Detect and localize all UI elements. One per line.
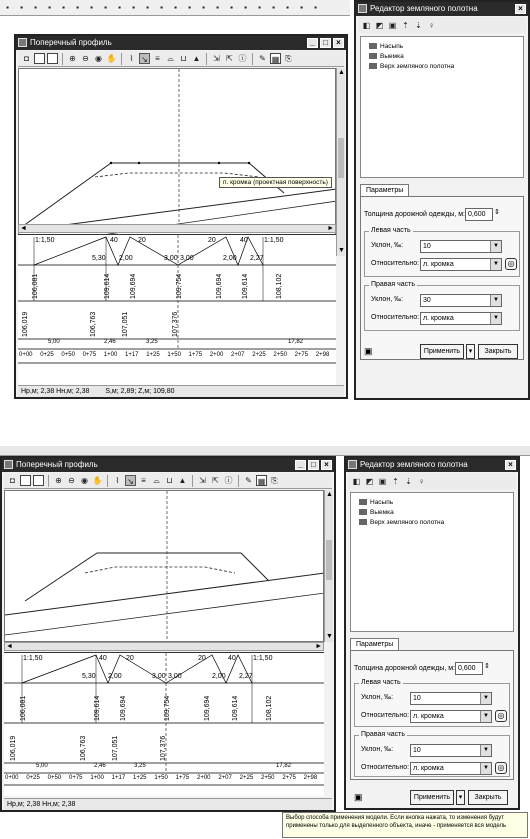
ground-mark: 106,763 [90, 311, 97, 337]
apply-button[interactable]: Применить [410, 790, 454, 805]
close-panel-button[interactable]: Закрыть [468, 790, 508, 805]
select-value: 30 [423, 297, 431, 304]
design-mark: 106,081 [20, 695, 27, 721]
tree-item-embankment[interactable] [369, 43, 403, 50]
pavement-label: Толщина дорожной одежды, м: [354, 665, 455, 672]
left-relative-select[interactable] [410, 710, 492, 723]
ground-mark: 106,019 [10, 735, 17, 761]
copy-icon[interactable]: ⎘ [271, 476, 278, 485]
station-label: 2+00 [197, 775, 211, 781]
station-label: 2+75 [294, 352, 309, 358]
slope-label: Уклон, ‰: [361, 746, 394, 753]
editor-panel [354, 0, 530, 400]
open-model-icon[interactable]: ◩ [365, 476, 374, 486]
minimize-button[interactable]: _ [307, 38, 318, 48]
design-mark: 109,614 [242, 273, 249, 299]
tree-item-subgrade-top[interactable] [369, 63, 454, 70]
chevron-down-icon[interactable]: ▼ [480, 711, 491, 722]
editor-window-icon [348, 460, 357, 469]
editor-close-button[interactable]: × [505, 460, 516, 470]
editor-panel-b [344, 456, 520, 810]
tool-icon[interactable]: ▪ [132, 3, 135, 12]
print-icon[interactable]: ◘ [10, 476, 15, 485]
save-model-icon[interactable]: ▣ [388, 20, 397, 30]
profile-table [4, 652, 324, 796]
status-bar [4, 798, 332, 810]
new-model-icon[interactable]: ◧ [362, 20, 371, 30]
tree-item-subgrade-top[interactable] [359, 519, 444, 526]
model-tree [360, 36, 524, 178]
tool-icon[interactable]: ▪ [104, 3, 107, 12]
slope-label: 20 [138, 237, 146, 244]
zoom-in-icon[interactable]: ⊕ [69, 54, 76, 63]
tool-icon[interactable]: ▪ [118, 3, 121, 12]
chevron-down-icon[interactable]: ▼ [480, 763, 491, 774]
cut-icon [369, 53, 377, 59]
terrain-icon[interactable]: ▲ [192, 54, 201, 63]
subgrade-icon [369, 63, 377, 69]
station-label: 0+25 [40, 352, 54, 358]
select-arrow-icon[interactable]: ↘ [139, 53, 150, 64]
station-label: 1+17 [111, 775, 126, 781]
table-icon[interactable]: ≡ [141, 476, 146, 485]
select-value: л. кромка [413, 765, 444, 772]
tool-icon[interactable]: ▪ [272, 3, 275, 12]
tool-icon[interactable]: ▪ [230, 3, 233, 12]
tool-icon[interactable]: ▪ [244, 3, 247, 12]
pick-point-icon[interactable]: ◎ [495, 710, 507, 722]
edit-points-icon[interactable]: ⌇ [129, 54, 134, 63]
status-heights: Hр,м; 2,38 Hн,м; 2,38 [21, 388, 90, 395]
select-value: л. кромка [423, 315, 454, 322]
parameters-pane [360, 196, 524, 360]
distance-label: 2,46 [104, 339, 116, 345]
apply-dropdown-button[interactable]: ▾ [456, 790, 465, 805]
tool-icon[interactable]: ▪ [314, 3, 317, 12]
pavement-label: Толщина дорожной одежды, м: [364, 211, 465, 218]
tree-item-cut[interactable] [359, 509, 394, 516]
tooltip: п. кромка (проектная поверхность) [219, 177, 332, 188]
chevron-down-icon[interactable]: ▼ [490, 259, 501, 270]
hint-tooltip: Выбор способа применения модели. Если кнопка нажата, то изменения будут применены только для выделенного объекта, иначе - применяется вся модель [282, 812, 528, 838]
distance-label: 17,82 [288, 339, 304, 345]
zoom-all-icon[interactable]: ◉ [95, 54, 102, 63]
cut-icon [359, 509, 367, 515]
left-part-group [364, 227, 520, 277]
window-title: Поперечный профиль [16, 460, 98, 469]
slope-label: 1:1,50 [264, 237, 284, 244]
station-label: 1+75 [188, 352, 203, 358]
editor-window-icon [358, 4, 367, 13]
frame-icon[interactable] [34, 53, 45, 64]
slope-label: Уклон, ‰: [371, 242, 404, 249]
station-label: 1+75 [175, 775, 190, 781]
maximize-button[interactable]: □ [308, 460, 319, 470]
relative-label: Относительно: [371, 314, 420, 321]
embankment-icon [369, 43, 377, 49]
right-relative-select[interactable] [420, 312, 502, 325]
profile-window-titlebar[interactable] [2, 458, 334, 472]
embankment-icon [359, 499, 367, 505]
width-label: 2,00 [212, 673, 226, 680]
toolbar-separator [252, 53, 253, 65]
pick-point-icon[interactable]: ◎ [495, 762, 507, 774]
status-bar [18, 385, 344, 397]
parameters-pane [350, 650, 514, 780]
design-mark: 109,694 [130, 273, 137, 299]
ground-mark: 107,051 [122, 311, 129, 337]
right-slope-select[interactable] [410, 744, 492, 757]
profile-table [18, 234, 336, 388]
tree-item-label: Выемка [380, 53, 404, 60]
pencil-icon[interactable]: ▪ [48, 3, 51, 12]
left-slope-select[interactable] [410, 692, 492, 705]
tool-icon[interactable]: ▪ [286, 3, 289, 12]
profile-toolbar [18, 51, 344, 67]
ground-mark: 107,376 [160, 735, 167, 761]
toolbar-separator [206, 53, 207, 65]
station-label: 2+50 [261, 775, 275, 781]
tool-icon[interactable]: ▪ [216, 3, 219, 12]
slope-label: Уклон, ‰: [371, 296, 404, 303]
curve-icon[interactable]: ▪ [62, 3, 65, 12]
editor-toolbar [348, 473, 516, 489]
stations-row [18, 351, 336, 363]
station-label: 1+00 [103, 352, 118, 358]
width-label: 2,27 [250, 255, 264, 262]
close-button[interactable]: × [333, 38, 344, 48]
snap-icon[interactable]: ⇲ [213, 54, 220, 63]
window-icon [4, 460, 13, 469]
station-label: 0+00 [19, 352, 33, 358]
ground-mark: 107,051 [112, 735, 119, 761]
tree-item-label: Верх земляного полотна [380, 63, 455, 70]
edit-icon[interactable]: ▪ [76, 3, 79, 12]
left-part-label: Левая часть [371, 227, 411, 234]
station-label: 0+75 [82, 352, 97, 358]
select-value: л. кромка [423, 261, 454, 268]
stations-row [4, 774, 324, 785]
station-label: 1+50 [154, 775, 168, 781]
main-toolbar-strip [0, 446, 530, 456]
chevron-down-icon[interactable]: ▼ [490, 241, 501, 252]
relative-label: Относительно: [361, 712, 410, 719]
frame2-icon[interactable] [33, 475, 44, 486]
tab-parameters[interactable]: Параметры [360, 184, 409, 196]
slope-label: 20 [208, 237, 216, 244]
zoom-out-icon[interactable]: ⊖ [68, 476, 75, 485]
pavement-thickness-input[interactable]: 0,600 [465, 208, 493, 221]
toolbar-separator [192, 475, 193, 487]
apply-mode-icon[interactable]: ▣ [354, 792, 363, 802]
select-value: 10 [413, 747, 421, 754]
left-part-label: Левая часть [361, 679, 401, 686]
tree-item-label: Насыпь [380, 43, 404, 50]
left-slope-select[interactable] [420, 240, 502, 253]
pan-hand-icon[interactable]: ✋ [106, 54, 117, 63]
station-label: 1+25 [133, 775, 147, 781]
design-mark: 108,102 [266, 695, 273, 721]
distance-label: 3,25 [134, 763, 146, 769]
apply-mode-icon[interactable]: ▣ [364, 346, 373, 356]
maximize-button[interactable]: □ [320, 38, 331, 48]
print-icon[interactable]: ◘ [24, 54, 29, 63]
pavement-thickness-input[interactable]: 0,600 [455, 662, 483, 675]
zoom-all-icon[interactable]: ◉ [81, 476, 88, 485]
tool-icon[interactable]: ▪ [174, 3, 177, 12]
open-model-icon[interactable]: ◩ [375, 20, 384, 30]
wrench-icon[interactable]: ▪ [20, 3, 23, 12]
station-label: 2+25 [252, 352, 266, 358]
right-relative-select[interactable] [410, 762, 492, 775]
snap2-icon[interactable]: ⇱ [212, 476, 219, 485]
slope-label: 40 [240, 237, 248, 244]
right-part-label: Правая часть [361, 731, 405, 738]
distance-label: 17,82 [276, 763, 292, 769]
move-up-icon[interactable]: ⇡ [392, 476, 399, 486]
layers-icon[interactable]: ▪ [34, 3, 37, 12]
info-icon[interactable]: ⓘ [224, 476, 233, 485]
new-model-icon[interactable]: ◧ [352, 476, 361, 486]
select-arrow-icon[interactable]: ↘ [125, 475, 136, 486]
profile-window-b [0, 456, 336, 812]
select-value: 10 [423, 243, 431, 250]
design-mark: 109,614 [104, 273, 111, 299]
slope-label: 20 [126, 655, 134, 662]
move-up-icon[interactable]: ⇡ [402, 20, 409, 30]
right-part-label: Правая часть [371, 281, 415, 288]
tree-item-label: Выемка [370, 509, 394, 516]
editor-titlebar[interactable] [356, 2, 528, 16]
toolbar-separator [121, 53, 122, 65]
slope-label: 20 [198, 655, 206, 662]
station-label: 1+17 [125, 352, 139, 358]
station-label: 0+00 [5, 775, 19, 781]
shape-icon[interactable]: ⌓ [153, 476, 160, 485]
slope-label: 40 [99, 655, 107, 662]
measure-icon[interactable]: ⊔ [166, 476, 173, 485]
slope-label: 1:1,50 [35, 237, 55, 244]
width-label: 5,30 [92, 255, 106, 262]
minimize-button[interactable]: _ [295, 460, 306, 470]
tree-item-label: Верх земляного полотна [370, 519, 445, 526]
terrain-icon[interactable]: ▲ [178, 476, 187, 485]
width-label: 3,00 [152, 673, 166, 680]
toolbar-separator [238, 475, 239, 487]
toolbar-separator [107, 475, 108, 487]
slope-label: 40 [110, 237, 118, 244]
chevron-down-icon[interactable]: ▼ [490, 313, 501, 324]
tool-icon[interactable]: ▪ [160, 3, 163, 12]
move-down-icon[interactable]: ⇣ [415, 20, 422, 30]
ground-mark: 106,019 [22, 311, 29, 337]
model-tree [350, 492, 514, 632]
spin-arrows-icon[interactable]: ⇕ [484, 663, 490, 670]
spin-arrows-icon[interactable]: ⇕ [494, 209, 500, 216]
snap-icon[interactable]: ⇲ [199, 476, 206, 485]
profile-toolbar [4, 473, 332, 489]
grid-icon[interactable]: ▦ [271, 55, 280, 64]
design-mark: 109,694 [120, 695, 127, 721]
grid-icon[interactable]: ▦ [257, 477, 266, 486]
slope-label: 1:1,50 [23, 655, 43, 662]
width-label: 3,00 [168, 673, 182, 680]
relative-label: Относительно: [361, 764, 410, 771]
width-label: 3,00 [180, 255, 194, 262]
copy-icon[interactable]: ⎘ [285, 54, 292, 63]
measure-icon[interactable]: ⊔ [180, 54, 187, 63]
app-icon[interactable]: ▪ [6, 3, 9, 12]
tree-item-cut[interactable] [369, 53, 404, 60]
tree-item-label: Насыпь [370, 499, 394, 506]
shape-icon[interactable]: ⌓ [167, 54, 174, 63]
draw-icon[interactable]: ✎ [259, 54, 266, 63]
station-label: 0+50 [47, 775, 62, 781]
tool-icon[interactable]: ▪ [202, 3, 205, 12]
ground-mark: 107,376 [172, 311, 179, 337]
hint-bulb-icon[interactable]: ♀ [428, 20, 435, 30]
horizontal-scrollbar[interactable]: ◄ ► [20, 225, 334, 232]
width-label: 5,30 [82, 673, 96, 680]
chevron-down-icon[interactable]: ▼ [490, 295, 501, 306]
design-mark: 109,614 [94, 695, 101, 721]
window-title: Поперечный профиль [30, 38, 112, 47]
tool-icon[interactable]: ▪ [258, 3, 261, 12]
tab-parameters[interactable]: Параметры [350, 638, 399, 650]
draw-icon[interactable]: ✎ [245, 476, 252, 485]
frame2-icon[interactable] [47, 53, 58, 64]
station-label: 0+75 [69, 775, 83, 781]
hint-bulb-icon[interactable]: ♀ [418, 476, 425, 486]
left-relative-select[interactable] [420, 258, 502, 271]
design-mark: 106,081 [32, 273, 39, 299]
slope-label: Уклон, ‰: [361, 694, 394, 701]
design-mark: 109,754 [176, 273, 183, 299]
status-heights: Hр,м; 2,38 Hн,м; 2,38 [7, 801, 76, 808]
slope-label: 1:1,50 [253, 655, 273, 662]
subgrade-icon [359, 519, 367, 525]
tool-icon[interactable]: ▪ [300, 3, 303, 12]
status-coords: S,м; 2,89; Z,м; 109,80 [105, 388, 175, 395]
design-mark: 109,694 [204, 695, 211, 721]
station-label: 1+50 [167, 352, 181, 358]
ground-mark: 106,763 [80, 735, 87, 761]
station-label: 2+98 [303, 775, 318, 781]
station-label: 0+25 [26, 775, 40, 781]
chevron-down-icon[interactable]: ▼ [480, 693, 491, 704]
station-label: 2+98 [315, 352, 330, 358]
pan-hand-icon[interactable]: ✋ [92, 476, 103, 485]
zoom-in-icon[interactable]: ⊕ [55, 476, 62, 485]
close-button[interactable]: × [321, 460, 332, 470]
width-label: 2,00 [223, 255, 237, 262]
distance-label: 2,46 [94, 763, 106, 769]
editor-title: Редактор земляного полотна [370, 4, 478, 13]
width-label: 2,00 [108, 673, 122, 680]
slope-label: 40 [228, 655, 236, 662]
table-icon[interactable]: ≡ [155, 54, 160, 63]
design-mark: 108,102 [276, 273, 283, 299]
distance-label: 5,00 [36, 763, 48, 769]
station-label: 1+25 [146, 352, 160, 358]
info-icon[interactable]: ⓘ [238, 54, 247, 63]
station-label: 2+00 [209, 352, 224, 358]
width-label: 2,27 [239, 673, 253, 680]
vertical-scrollbar[interactable]: ▲ ▼ [338, 69, 345, 254]
right-part-group [364, 281, 520, 331]
left-part-group [354, 679, 510, 727]
tool-icon[interactable]: ▪ [146, 3, 149, 12]
station-label: 2+75 [282, 775, 296, 781]
select-value: л. кромка [413, 713, 444, 720]
profile-window [14, 34, 348, 399]
editor-titlebar[interactable] [346, 458, 518, 472]
design-mark: 109,614 [232, 695, 239, 721]
profile-plot[interactable] [4, 490, 324, 642]
right-slope-select[interactable] [420, 294, 502, 307]
design-mark: 109,754 [164, 695, 171, 721]
horizontal-scrollbar[interactable]: ◄ ► [6, 643, 322, 650]
apply-dropdown-button[interactable]: ▾ [466, 344, 475, 359]
station-label: 1+00 [90, 775, 104, 781]
profile-drawing [5, 491, 324, 642]
window-icon [18, 38, 27, 47]
frame-icon[interactable] [20, 475, 31, 486]
toolbar-separator [48, 475, 49, 487]
pick-point-icon[interactable]: ◎ [505, 258, 517, 270]
profile-window-titlebar[interactable] [16, 36, 346, 50]
zoom-out-icon[interactable]: ⊖ [82, 54, 89, 63]
station-label: 2+25 [239, 775, 254, 781]
save-model-icon[interactable]: ▣ [378, 476, 387, 486]
edit-points-icon[interactable]: ⌇ [115, 476, 120, 485]
toolbar-separator [62, 53, 63, 65]
right-part-group [354, 731, 510, 777]
distance-label: 3,25 [146, 339, 158, 345]
chevron-down-icon[interactable]: ▼ [480, 745, 491, 756]
editor-toolbar [358, 17, 526, 33]
snap2-icon[interactable]: ⇱ [226, 54, 233, 63]
design-mark: 109,694 [216, 273, 223, 299]
tree-item-embankment[interactable] [359, 499, 393, 506]
editor-title: Редактор земляного полотна [360, 460, 468, 469]
station-label: 2+07 [218, 775, 232, 781]
station-label: 2+50 [273, 352, 287, 358]
apply-button[interactable]: Применить [420, 344, 464, 359]
width-label: 3,00 [164, 255, 178, 262]
station-label: 2+07 [231, 352, 245, 358]
editor-close-button[interactable]: × [515, 4, 526, 14]
close-panel-button[interactable]: Закрыть [478, 344, 518, 359]
station-label: 0+50 [61, 352, 75, 358]
select-value: 10 [413, 695, 421, 702]
width-label: 2,00 [119, 255, 133, 262]
distance-label: 5,00 [48, 339, 60, 345]
tool-icon[interactable]: ▪ [188, 3, 191, 12]
tool-icon[interactable]: ▪ [90, 3, 93, 12]
main-toolbar [0, 0, 350, 16]
vertical-scrollbar[interactable]: ▲ ▼ [326, 491, 333, 640]
move-down-icon[interactable]: ⇣ [405, 476, 412, 486]
relative-label: Относительно: [371, 260, 420, 267]
